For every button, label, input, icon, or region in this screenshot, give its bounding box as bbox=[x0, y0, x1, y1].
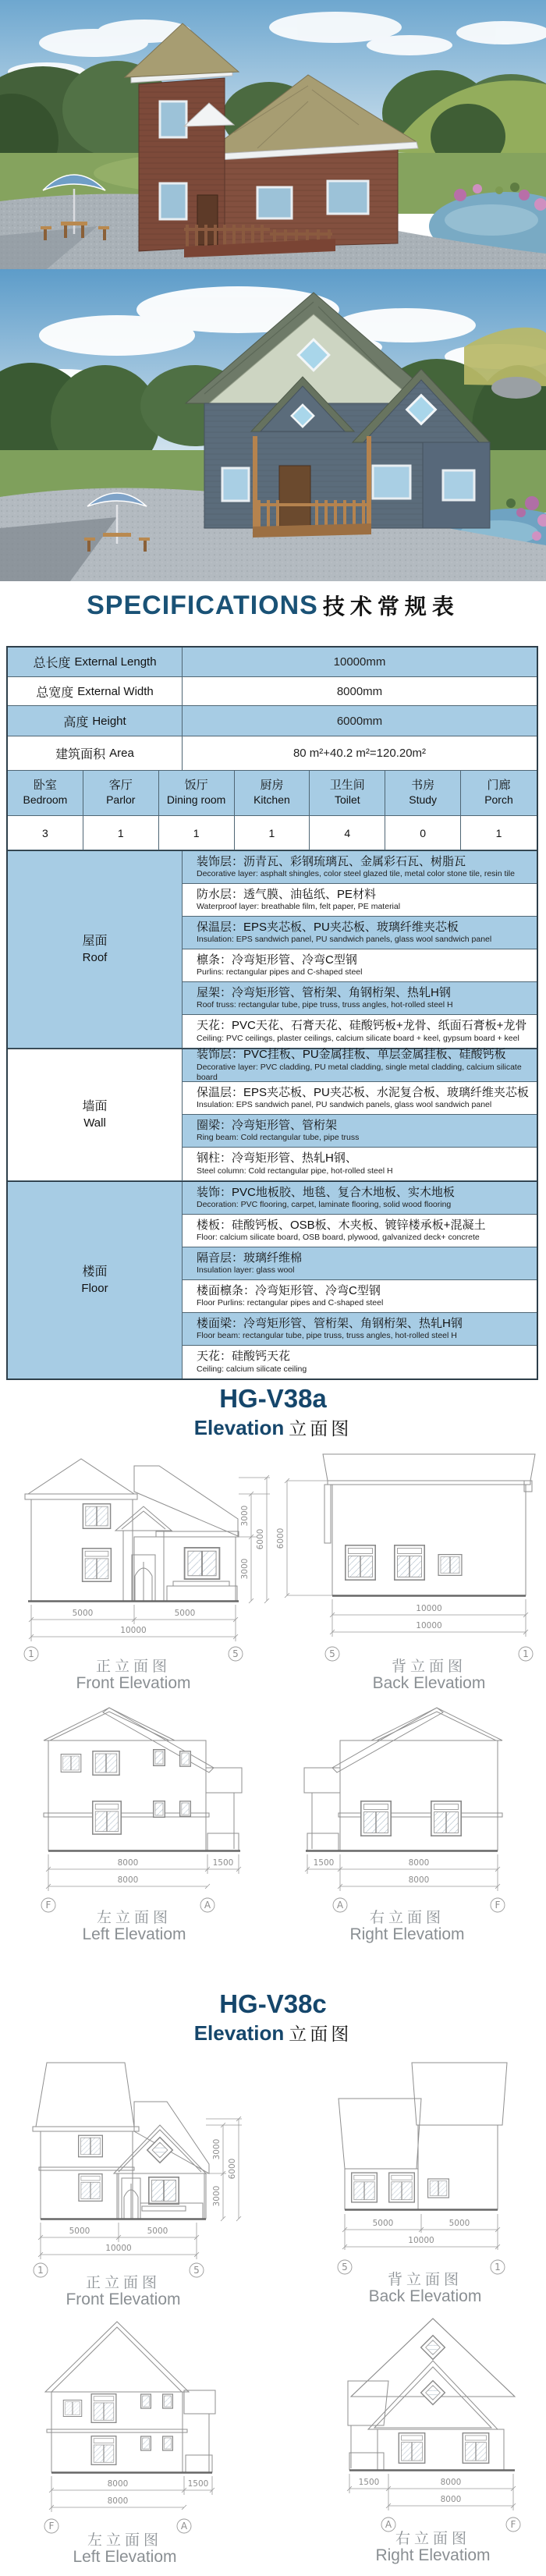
material-en: Decoration: PVC flooring, carpet, laminate flooring, solid wood flooring bbox=[197, 1200, 452, 1210]
spec-label-en: Height bbox=[92, 714, 126, 728]
svg-text:5000: 5000 bbox=[372, 2219, 394, 2228]
svg-text:5000: 5000 bbox=[147, 2227, 168, 2236]
svg-text:8000: 8000 bbox=[440, 2495, 462, 2504]
svg-text:1500: 1500 bbox=[313, 1858, 335, 1868]
material-zh: 天花：PVC天花、石膏天花、硅酸钙板+龙骨、纸面石膏板+龙骨 bbox=[197, 1019, 527, 1033]
spec-row bbox=[8, 736, 537, 771]
svg-text:6000: 6000 bbox=[256, 1528, 265, 1550]
caption-zh: 右立面图 bbox=[369, 1910, 445, 1926]
room-count: 1 bbox=[268, 826, 275, 839]
material-zh: 屋架：冷弯矩形管、管桁架、角钢桁架、热轧H钢 bbox=[197, 985, 451, 999]
model-heading-v38a bbox=[0, 1386, 546, 1440]
elevation-drawing-v38c-left bbox=[0, 2312, 273, 2574]
material-en: Ceiling: PVC ceilings, plaster ceilings, calcium silicate board + keel, gypsum board + keel bbox=[197, 1033, 519, 1043]
svg-text:5: 5 bbox=[193, 2265, 200, 2276]
svg-text:5000: 5000 bbox=[174, 1609, 196, 1618]
material-zh: 楼板：硅酸钙板、OSB板、木夹板、镀锌楼承板+混凝土 bbox=[197, 1218, 486, 1232]
svg-text:8000: 8000 bbox=[408, 1858, 430, 1868]
svg-text:3000: 3000 bbox=[212, 2138, 222, 2160]
caption-zh: 右立面图 bbox=[395, 2531, 471, 2547]
model-heading-v38c bbox=[0, 1991, 546, 2046]
table-section-floor bbox=[8, 1181, 537, 1378]
room-name-en: Bedroom bbox=[23, 793, 68, 807]
material-row bbox=[183, 982, 537, 1015]
material-en: Insulation layer: glass wool bbox=[197, 1265, 295, 1276]
material-zh: 圈梁：冷弯矩形管、管桁架 bbox=[197, 1118, 338, 1132]
elevation-label-zh: 立面图 bbox=[289, 2023, 353, 2044]
heading-english: SPECIFICATIONS bbox=[87, 591, 318, 620]
svg-text:5: 5 bbox=[232, 1648, 239, 1659]
svg-text:10000: 10000 bbox=[408, 2236, 434, 2245]
caption-zh: 左立面图 bbox=[96, 1910, 172, 1926]
v38a-elevations-row-1 bbox=[0, 1445, 546, 1706]
caption-en: Left Elevatiom bbox=[82, 1925, 186, 1943]
material-row bbox=[183, 1049, 537, 1082]
room-count-cell bbox=[159, 816, 235, 850]
caption-zh: 正立面图 bbox=[85, 2275, 161, 2291]
material-zh: 楼面梁：冷弯矩形管、管桁架、角钢桁架、热轧H钢 bbox=[197, 1316, 463, 1330]
section-label-zh: 墙面 bbox=[82, 1099, 108, 1113]
svg-text:A: A bbox=[204, 1900, 211, 1911]
svg-text:8000: 8000 bbox=[107, 2479, 129, 2489]
section-rows bbox=[183, 851, 537, 1048]
material-row bbox=[183, 884, 537, 917]
section-rows bbox=[183, 1049, 537, 1180]
rocks bbox=[491, 377, 541, 399]
svg-text:10000: 10000 bbox=[416, 1621, 442, 1630]
heading-chinese: 技术常规表 bbox=[322, 594, 459, 619]
specifications-heading bbox=[0, 590, 546, 621]
room-count-cell bbox=[310, 816, 385, 850]
material-zh: 装饰：PVC地板胶、地毯、复合木地板、实木地板 bbox=[197, 1185, 455, 1199]
svg-text:A: A bbox=[180, 2521, 188, 2532]
svg-text:5: 5 bbox=[329, 1648, 335, 1659]
spec-value-text: 10000mm bbox=[333, 655, 386, 669]
svg-text:1: 1 bbox=[523, 1648, 529, 1659]
room-name-zh: 厨房 bbox=[260, 779, 284, 793]
spec-label-zh: 总长度 bbox=[33, 657, 71, 670]
svg-text:3000: 3000 bbox=[240, 1558, 250, 1580]
section-label bbox=[8, 851, 183, 1048]
room-header-cell bbox=[461, 771, 537, 815]
material-en: Floor: calcium silicate board, OSB board, plywood, galvanized deck+ concrete bbox=[197, 1233, 480, 1243]
svg-text:A: A bbox=[385, 2519, 392, 2530]
spec-value bbox=[183, 648, 537, 676]
svg-text:10000: 10000 bbox=[105, 2244, 132, 2253]
material-zh: 钢柱：冷弯矩形管、热轧H钢、 bbox=[197, 1151, 357, 1166]
material-zh: 檩条：冷弯矩形管、冷弯C型钢 bbox=[197, 953, 357, 967]
room-name-en: Parlor bbox=[106, 793, 136, 807]
svg-text:1500: 1500 bbox=[187, 2479, 209, 2489]
material-zh: 楼面檩条：冷弯矩形管、冷弯C型钢 bbox=[197, 1283, 381, 1297]
spec-label-en: Area bbox=[109, 747, 134, 760]
svg-text:1: 1 bbox=[28, 1648, 34, 1659]
house-line-art bbox=[323, 1454, 535, 1596]
room-count-row bbox=[8, 816, 537, 850]
material-en: Ring beam: Cold rectangular tube, pipe truss bbox=[197, 1133, 360, 1143]
dimensions bbox=[305, 1854, 500, 1891]
svg-text:1500: 1500 bbox=[212, 1858, 234, 1868]
caption-en: Right Elevatiom bbox=[349, 1925, 465, 1943]
spec-label bbox=[8, 736, 183, 770]
material-en: Waterproof layer: breathable film, felt paper, PE material bbox=[197, 902, 401, 912]
svg-text:8000: 8000 bbox=[440, 2478, 462, 2487]
caption-zh: 背立面图 bbox=[391, 1659, 467, 1675]
material-row bbox=[183, 1082, 537, 1115]
material-zh: 防水层：透气膜、油毡纸、PE材料 bbox=[197, 887, 377, 901]
caption-zh: 正立面图 bbox=[95, 1659, 172, 1675]
spec-value bbox=[183, 736, 537, 770]
material-row bbox=[183, 1247, 537, 1280]
caption-en: Left Elevatiom bbox=[73, 2548, 177, 2566]
material-zh: 天花：硅酸钙天花 bbox=[197, 1350, 291, 1364]
room-header-cell bbox=[159, 771, 235, 815]
material-en: Decorative layer: PVC cladding, PU metal cladding, single metal cladding, calcium silicate board bbox=[197, 1062, 522, 1082]
spec-row bbox=[8, 648, 537, 677]
room-name-en: Kitchen bbox=[254, 793, 290, 807]
elevation-drawing-v38c-front bbox=[0, 2055, 273, 2316]
material-en: Floor beam: rectangular tube, pipe truss, truss angles, hot-rolled steel H bbox=[197, 1331, 457, 1341]
material-en: Decorative layer: asphalt shingles, color steel glazed tile, metal color stone tile, resin tile bbox=[197, 869, 515, 879]
material-row bbox=[183, 1148, 537, 1180]
caption-zh: 背立面图 bbox=[387, 2272, 463, 2288]
elevation-label-zh: 立面图 bbox=[289, 1418, 353, 1439]
caption-en: Back Elevatiom bbox=[368, 2287, 482, 2305]
material-row bbox=[183, 851, 537, 884]
section-label-en: Wall bbox=[83, 1116, 106, 1130]
room-header-cell bbox=[310, 771, 385, 815]
section-label bbox=[8, 1049, 183, 1180]
room-name-en: Study bbox=[409, 793, 438, 807]
elevation-drawing-v38a-right bbox=[273, 1696, 546, 1957]
room-name-en: Porch bbox=[484, 793, 513, 807]
spec-row bbox=[8, 677, 537, 706]
svg-text:8000: 8000 bbox=[107, 2496, 129, 2506]
room-header-cell bbox=[385, 771, 461, 815]
material-row bbox=[183, 1346, 537, 1378]
svg-text:5: 5 bbox=[342, 2262, 348, 2273]
dimensions bbox=[342, 2214, 500, 2250]
svg-text:5000: 5000 bbox=[69, 2227, 90, 2236]
spec-label-zh: 建筑面积 bbox=[55, 748, 106, 761]
spec-value-text: 6000mm bbox=[336, 714, 383, 728]
room-name-zh: 门廊 bbox=[487, 779, 511, 793]
dimensions bbox=[29, 1475, 270, 1641]
material-en: Ceiling: calcium silicate ceiling bbox=[197, 1364, 307, 1374]
spec-value bbox=[183, 677, 537, 705]
room-name-zh: 卫生间 bbox=[329, 779, 365, 793]
house-line-art bbox=[304, 1708, 502, 1851]
v38c-elevations-row-1 bbox=[0, 2055, 546, 2316]
material-en: Insulation: EPS sandwich panel, PU sandwich panels, glass wool sandwich panel bbox=[197, 935, 492, 945]
spec-label bbox=[8, 677, 183, 705]
section-rows bbox=[183, 1182, 537, 1378]
material-zh: 保温层：EPS夹芯板、PU夹芯板、玻璃纤维夹芯板 bbox=[197, 920, 459, 934]
svg-text:A: A bbox=[336, 1900, 344, 1911]
house-line-art bbox=[348, 2319, 515, 2471]
room-name-en: Dining room bbox=[166, 793, 226, 807]
svg-text:8000: 8000 bbox=[117, 1875, 139, 1885]
material-row bbox=[183, 917, 537, 949]
room-count: 3 bbox=[42, 826, 48, 839]
material-row bbox=[183, 1182, 537, 1215]
house-line-art bbox=[33, 2063, 209, 2219]
material-row bbox=[183, 1313, 537, 1346]
material-zh: 保温层：EPS夹芯板、PU夹芯板、水泥复合板、玻璃纤维夹芯板 bbox=[197, 1085, 529, 1099]
spec-label-en: External Width bbox=[77, 684, 154, 698]
grid-bubbles bbox=[44, 2519, 191, 2533]
room-header-cell bbox=[235, 771, 310, 815]
svg-text:6000: 6000 bbox=[276, 1528, 285, 1549]
svg-text:1500: 1500 bbox=[358, 2478, 380, 2487]
elevation-label-en: Elevation bbox=[193, 1415, 285, 1439]
house-line-art bbox=[44, 1708, 242, 1851]
elevation-drawing-v38a-front bbox=[0, 1445, 273, 1706]
svg-text:8000: 8000 bbox=[117, 1858, 139, 1868]
dimensions bbox=[49, 2476, 214, 2512]
material-en: Purlins: rectangular pipes and C-shaped steel bbox=[197, 967, 363, 978]
elevation-drawing-v38c-back bbox=[273, 2055, 546, 2316]
material-zh: 隔音层：玻璃纤维棉 bbox=[197, 1251, 303, 1265]
elevation-label-en: Elevation bbox=[193, 2021, 285, 2045]
caption-en: Front Elevatiom bbox=[66, 2290, 181, 2308]
section-label-zh: 楼面 bbox=[82, 1265, 108, 1279]
room-name-zh: 书房 bbox=[411, 779, 435, 793]
spec-label-zh: 高度 bbox=[63, 715, 89, 729]
svg-text:6000: 6000 bbox=[228, 2158, 237, 2180]
elevation-drawing-v38a-left bbox=[0, 1696, 273, 1957]
room-count: 4 bbox=[344, 826, 351, 839]
room-name-en: Toilet bbox=[334, 793, 360, 807]
dimensions bbox=[347, 2474, 516, 2510]
spec-row bbox=[8, 706, 537, 736]
room-count-cell bbox=[385, 816, 461, 850]
table-section-wall bbox=[8, 1048, 537, 1181]
room-count-cell bbox=[235, 816, 310, 850]
caption-en: Front Elevatiom bbox=[76, 1674, 191, 1692]
svg-text:3000: 3000 bbox=[240, 1505, 250, 1527]
spec-label-en: External Length bbox=[74, 655, 157, 669]
room-header-cell bbox=[8, 771, 83, 815]
model-code: HG-V38c bbox=[219, 1989, 327, 2018]
material-row bbox=[183, 1015, 537, 1048]
spec-label bbox=[8, 648, 183, 676]
svg-text:F: F bbox=[45, 1900, 51, 1911]
dimensions bbox=[46, 1854, 241, 1891]
svg-text:F: F bbox=[495, 1900, 501, 1911]
spec-value-text: 8000mm bbox=[336, 684, 383, 698]
elevation-drawing-v38a-back bbox=[273, 1445, 546, 1706]
house-line-art bbox=[25, 1459, 239, 1602]
svg-text:5000: 5000 bbox=[72, 1609, 94, 1618]
table-section-roof bbox=[8, 850, 537, 1048]
room-header-row bbox=[8, 771, 537, 816]
material-en: Steel column: Cold rectangular pipe, hot-rolled steel H bbox=[197, 1166, 393, 1176]
material-en: Insulation: EPS sandwich panel, PU sandwich panels, glass wool sandwich panel bbox=[197, 1100, 492, 1110]
room-count: 0 bbox=[420, 826, 427, 839]
svg-text:1: 1 bbox=[37, 2265, 44, 2276]
svg-text:10000: 10000 bbox=[120, 1626, 147, 1635]
caption-en: Right Elevatiom bbox=[375, 2546, 491, 2564]
room-count: 1 bbox=[193, 826, 200, 839]
spec-label-zh: 总宽度 bbox=[36, 686, 74, 700]
room-name-zh: 卧室 bbox=[33, 779, 57, 793]
specifications-table bbox=[6, 646, 538, 1380]
room-header-cell bbox=[83, 771, 159, 815]
svg-text:3000: 3000 bbox=[212, 2185, 222, 2207]
room-count-cell bbox=[8, 816, 83, 850]
material-en: Roof truss: rectangular tube, pipe truss, truss angles, hot-rolled steel H bbox=[197, 1000, 453, 1010]
material-row bbox=[183, 1215, 537, 1247]
material-row bbox=[183, 1115, 537, 1148]
material-zh: 装饰层：沥青瓦、彩钢琉璃瓦、金属彩石瓦、树脂瓦 bbox=[197, 854, 466, 868]
model-code: HG-V38a bbox=[219, 1384, 327, 1413]
room-count: 1 bbox=[495, 826, 502, 839]
material-en: Floor Purlins: rectangular pipes and C-shaped steel bbox=[197, 1298, 384, 1308]
svg-text:F: F bbox=[48, 2521, 55, 2532]
material-zh: 装饰层：PVC挂板、PU金属挂板、单层金属挂板、硅酸钙板 bbox=[197, 1048, 506, 1061]
v38c-elevations-row-2 bbox=[0, 2312, 546, 2574]
spec-value-text: 80 m²+40.2 m²=120.20m² bbox=[292, 747, 427, 760]
svg-text:5000: 5000 bbox=[448, 2219, 470, 2228]
house-line-art bbox=[339, 2063, 507, 2210]
spec-value bbox=[183, 706, 537, 736]
photo-house-render-brown bbox=[0, 0, 546, 269]
room-count: 1 bbox=[117, 826, 124, 839]
room-count-cell bbox=[461, 816, 537, 850]
v38a-elevations-row-2 bbox=[0, 1696, 546, 1957]
svg-text:8000: 8000 bbox=[408, 1875, 430, 1885]
svg-text:10000: 10000 bbox=[416, 1604, 442, 1613]
room-name-zh: 客厅 bbox=[108, 779, 133, 793]
section-label-en: Floor bbox=[81, 1281, 108, 1295]
caption-en: Back Elevatiom bbox=[372, 1674, 486, 1692]
room-name-zh: 饭厅 bbox=[184, 779, 208, 793]
section-label-en: Roof bbox=[82, 950, 108, 964]
svg-text:F: F bbox=[510, 2519, 516, 2530]
caption-zh: 左立面图 bbox=[87, 2532, 163, 2549]
section-label-zh: 屋面 bbox=[82, 934, 108, 948]
material-row bbox=[183, 949, 537, 982]
house-line-art bbox=[45, 2322, 215, 2473]
room-count-cell bbox=[83, 816, 159, 850]
grid-bubbles bbox=[381, 2517, 520, 2532]
svg-text:1: 1 bbox=[495, 2262, 501, 2273]
photo-house-render-blue bbox=[0, 269, 546, 581]
section-label bbox=[8, 1182, 183, 1378]
spec-label bbox=[8, 706, 183, 736]
elevation-drawing-v38c-right bbox=[273, 2312, 546, 2574]
material-row bbox=[183, 1280, 537, 1313]
